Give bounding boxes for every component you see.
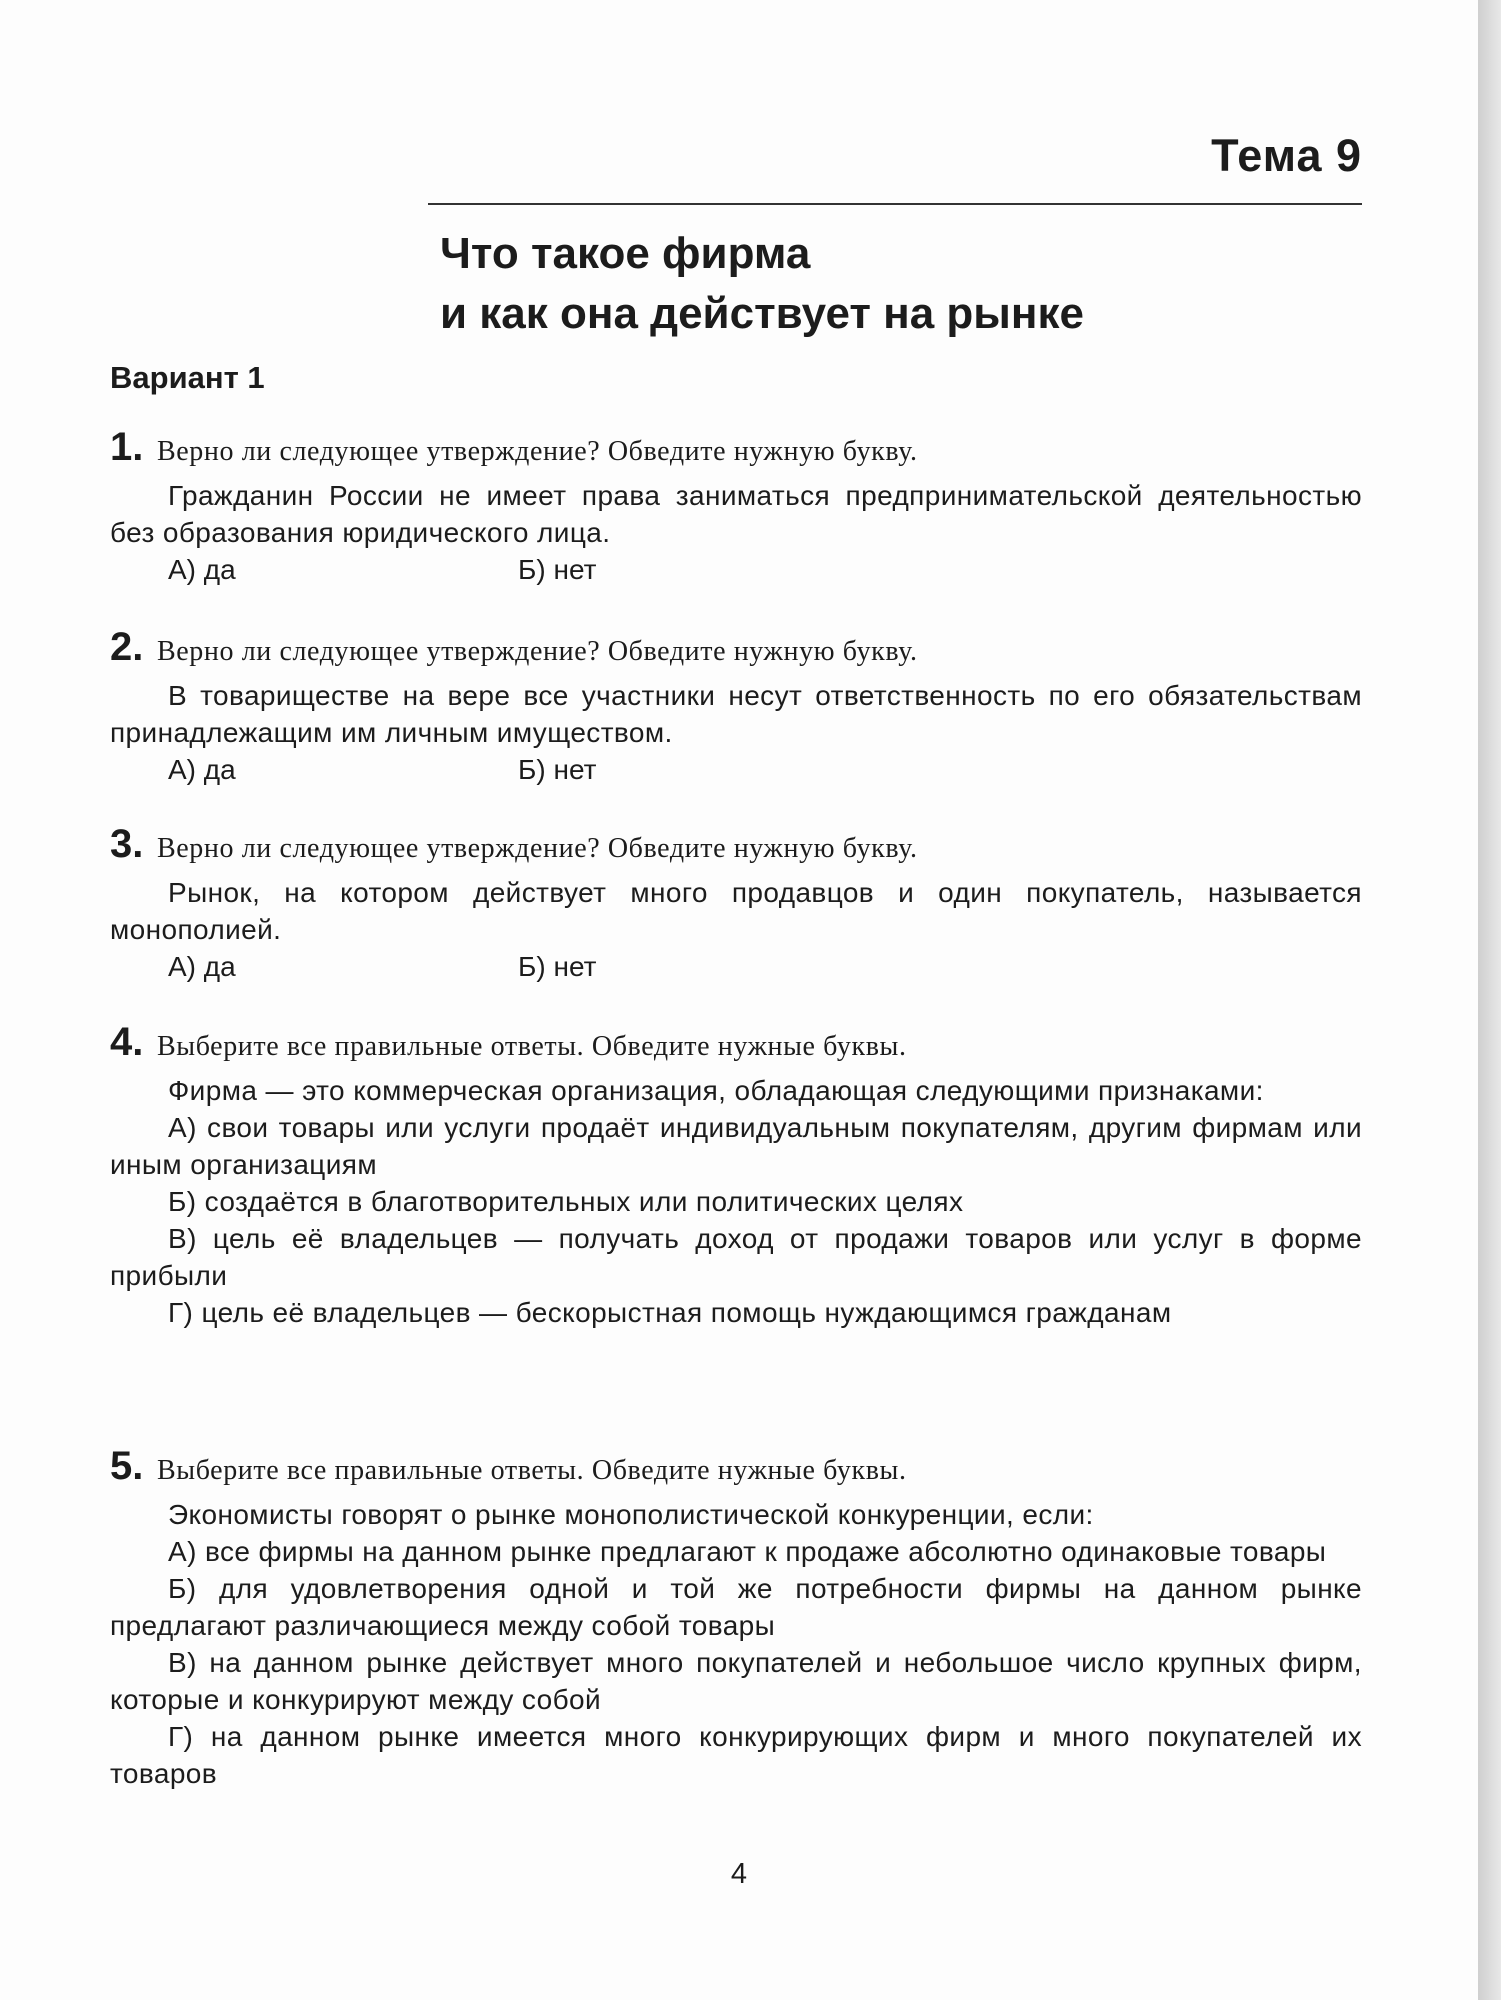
option-b[interactable]: Б) для удовлетворения одной и той же потребности фирмы на данном рынке предлагают различающиеся между собой товары (110, 1573, 1362, 1641)
question-text: Экономисты говорят о рынке монополистической конкуренции, если: (168, 1499, 1094, 1530)
answer-options (110, 948, 1362, 985)
question-instruction: Верно ли следующее утверждение? Обведите нужную букву. (157, 636, 918, 667)
option-a[interactable]: А) все фирмы на данном рынке предлагают к продаже абсолютно одинаковые товары (168, 1536, 1327, 1567)
question-instruction: Верно ли следующее утверждение? Обведите нужную букву. (157, 833, 918, 864)
question-text: В товариществе на вере все участники несут ответственность по его обязательствам принадлежащим им личным имуществом. (110, 680, 1362, 748)
answer-options (110, 751, 1362, 788)
variant-heading: Вариант 1 (110, 360, 265, 395)
question-text: Гражданин России не имеет права заниматься предпринимательской деятельностью без образования юридического лица. (110, 480, 1362, 548)
option-d[interactable]: Г) на данном рынке имеется много конкурирующих фирм и много покупателей их товаров (110, 1721, 1362, 1789)
question-text: Фирма — это коммерческая организация, обладающая следующими признаками: (168, 1075, 1264, 1106)
option-d[interactable]: Г) цель её владельцев — бескорыстная помощь нуждающимся гражданам (168, 1297, 1172, 1328)
question-number: 4. (110, 1020, 144, 1064)
option-b[interactable]: Б) нет (518, 951, 597, 982)
question-instruction: Выберите все правильные ответы. Обведите нужные буквы. (157, 1455, 907, 1486)
question-instruction: Выберите все правильные ответы. Обведите нужные буквы. (157, 1031, 907, 1062)
option-b[interactable]: Б) создаётся в благотворительных или политических целях (168, 1186, 964, 1217)
option-c[interactable]: В) цель её владельцев — получать доход от продажи товаров или услуг в форме прибыли (110, 1223, 1362, 1291)
topic-label: Тема 9 (1211, 130, 1362, 181)
question-1 (110, 425, 1362, 588)
question-number: 2. (110, 625, 144, 669)
question-5 (110, 1444, 1362, 1792)
option-b[interactable]: Б) нет (518, 754, 597, 785)
option-c[interactable]: В) на данном рынке действует много покупателей и небольшое число крупных фирм, которые и конкурируют между собой (110, 1647, 1362, 1715)
question-instruction: Верно ли следующее утверждение? Обведите нужную букву. (157, 436, 918, 467)
page-title (440, 224, 1084, 344)
question-number: 5. (110, 1444, 144, 1488)
option-b[interactable]: Б) нет (518, 554, 597, 585)
option-a[interactable]: А) да (168, 554, 236, 585)
question-4 (110, 1020, 1362, 1331)
page-number: 4 (730, 1858, 748, 1890)
question-number: 3. (110, 822, 144, 866)
title-line-2: и как она действует на рынке (440, 289, 1084, 338)
topic-divider (428, 203, 1362, 205)
title-line-1: Что такое фирма (440, 229, 811, 278)
option-a[interactable]: А) свои товары или услуги продаёт индивидуальным покупателям, другим фирмам или иным организациям (110, 1112, 1362, 1180)
question-2 (110, 625, 1362, 788)
answer-options (110, 551, 1362, 588)
question-number: 1. (110, 425, 144, 469)
question-3 (110, 822, 1362, 985)
page-edge (1478, 0, 1501, 2000)
question-text: Рынок, на котором действует много продавцов и один покупатель, называется монополией. (110, 877, 1362, 945)
option-a[interactable]: А) да (168, 951, 236, 982)
option-a[interactable]: А) да (168, 754, 236, 785)
